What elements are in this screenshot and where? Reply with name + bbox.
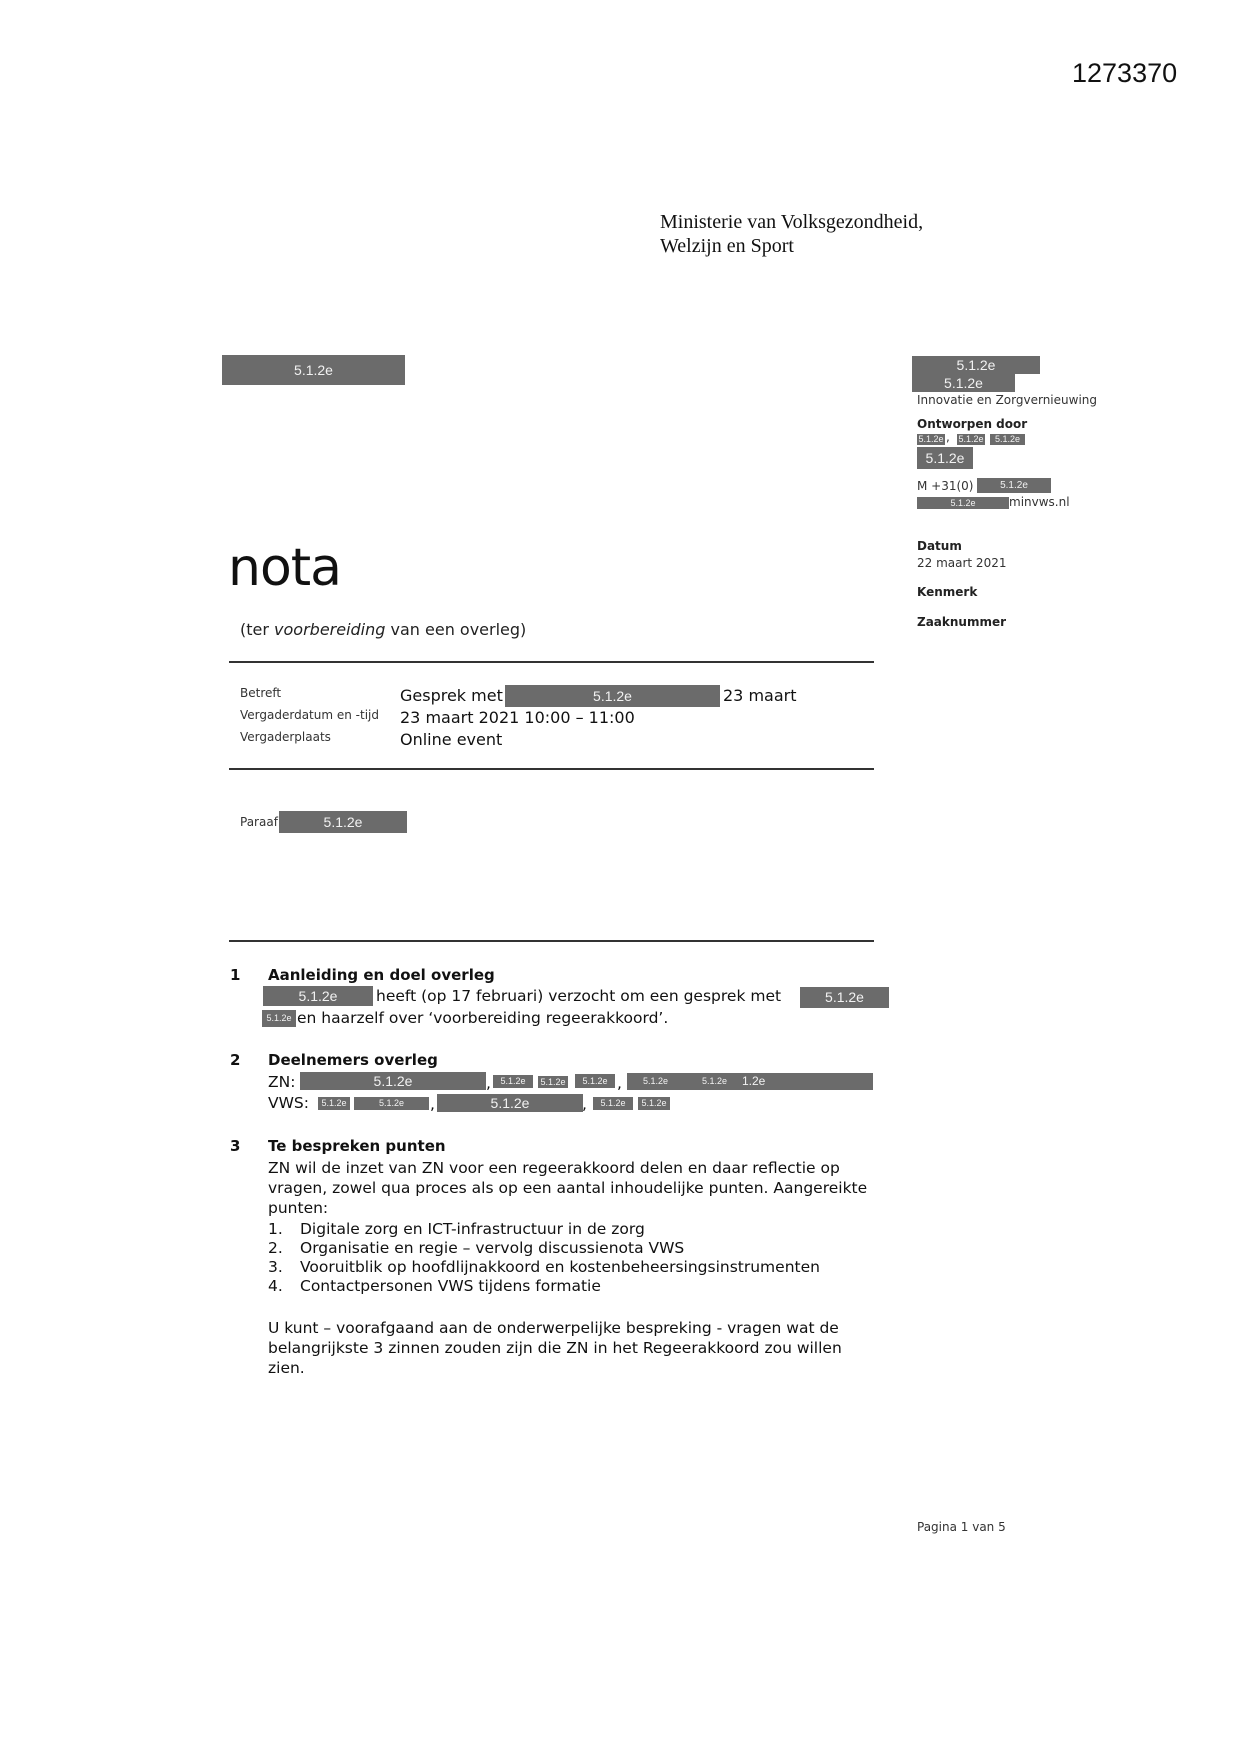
- meta-datetime-value: 23 maart 2021 10:00 – 11:00: [400, 708, 635, 727]
- section-3-outro: [268, 1318, 842, 1378]
- section-1-line1: heeft (op 17 februari) verzocht om een gesprek met: [376, 987, 782, 1005]
- page-number: Pagina 1 van 5: [917, 1520, 1006, 1534]
- section-2-zn-label: ZN:: [268, 1073, 296, 1091]
- meta-subject-label: Betreft: [240, 686, 282, 700]
- redacted-sidebar-2: 5.1.2e: [912, 374, 1015, 392]
- vws-comma-1: ,: [430, 1095, 435, 1113]
- list-item-text: Contactpersonen VWS tijdens formatie: [300, 1277, 601, 1295]
- redacted-zn-3: 5.1.2e: [538, 1076, 568, 1088]
- sidebar-date-label: Datum: [917, 539, 962, 553]
- zn-comma-1: ,: [486, 1074, 491, 1092]
- sidebar-case-label: Zaaknummer: [917, 615, 1007, 629]
- sidebar-email-suffix: minvws.nl: [1009, 495, 1070, 509]
- section-3-outro-line: zien.: [268, 1359, 305, 1377]
- list-item: [268, 1220, 820, 1239]
- rule-middle: [229, 768, 874, 770]
- redacted-addressee: 5.1.2e: [222, 355, 405, 385]
- redacted-vws-2: 5.1.2e: [354, 1097, 429, 1110]
- list-item-text: Organisatie en regie – vervolg discussienota VWS: [300, 1239, 685, 1257]
- section-3-intro-line: punten:: [268, 1199, 329, 1217]
- meta-place-value: Online event: [400, 730, 503, 749]
- redacted-vws-3: 5.1.2e: [437, 1094, 583, 1112]
- redacted-phone: 5.1.2e: [977, 478, 1051, 493]
- section-3-outro-line: belangrijkste 3 zinnen zouden zijn die ZN in het Regeerakkoord zou willen: [268, 1339, 842, 1357]
- zn-comma-2: ,: [617, 1074, 622, 1092]
- vws-comma-2: ,: [582, 1095, 587, 1113]
- list-item-number: 3.: [268, 1258, 283, 1276]
- list-item-number: 2.: [268, 1239, 283, 1257]
- redacted-paraaf: 5.1.2e: [279, 811, 407, 833]
- list-item: [268, 1258, 820, 1277]
- section-3-list: [268, 1220, 820, 1296]
- redacted-email: 5.1.2e: [917, 497, 1009, 509]
- section-3-number: 3: [230, 1137, 241, 1155]
- section-1-heading: Aanleiding en doel overleg: [268, 966, 495, 984]
- redacted-designer-3: 5.1.2e: [990, 434, 1025, 445]
- meta-place-label: Vergaderplaats: [240, 730, 331, 744]
- sidebar-designed-by-label: Ontworpen door: [917, 417, 1028, 431]
- sidebar-department: Innovatie en Zorgvernieuwing: [917, 393, 1097, 407]
- ministry-name-line2: Welzijn en Sport: [660, 235, 794, 257]
- redacted-vws-4: 5.1.2e: [593, 1097, 633, 1110]
- redacted-requester: 5.1.2e: [263, 986, 373, 1006]
- rule-top: [229, 661, 874, 663]
- list-item-text: Digitale zorg en ICT-infrastructuur in de zorg: [300, 1220, 645, 1238]
- redacted-zn-5-code-a: 5.1.2e: [643, 1076, 669, 1086]
- section-3-heading: Te bespreken punten: [268, 1137, 446, 1155]
- section-3-intro-line: ZN wil de inzet van ZN voor een regeerakkoord delen en daar reflectie op: [268, 1159, 840, 1177]
- sidebar-reference-label: Kenmerk: [917, 585, 978, 599]
- section-1-number: 1: [230, 966, 241, 984]
- redacted-vws-1: 5.1.2e: [318, 1097, 350, 1110]
- list-item-text: Vooruitblik op hoofdlijnakkoord en kostenbeheersingsinstrumenten: [300, 1258, 820, 1276]
- redacted-zn-1: 5.1.2e: [300, 1072, 486, 1090]
- subtitle-emphasis: voorbereiding: [274, 620, 386, 639]
- meta-subject-pre: Gesprek met: [400, 686, 503, 705]
- redacted-designer-2: 5.1.2e: [958, 434, 984, 444]
- list-item-number: 4.: [268, 1277, 283, 1295]
- redacted-zn-5: [627, 1073, 873, 1090]
- ministry-name: [660, 210, 923, 258]
- section-2-vws-label: VWS:: [268, 1094, 309, 1112]
- list-item-number: 1.: [268, 1220, 283, 1238]
- section-3-outro-line: U kunt – voorafgaand aan de onderwerpelijke bespreking - vragen wat de: [268, 1319, 839, 1337]
- ministry-name-line1: Ministerie van Volksgezondheid,: [660, 211, 924, 233]
- rule-bottom: [229, 940, 874, 942]
- sidebar-comma: ,: [946, 430, 950, 444]
- redacted-person-2: 5.1.2e: [262, 1010, 296, 1027]
- document-subtitle: [240, 620, 526, 639]
- redacted-zn-2: 5.1.2e: [493, 1075, 533, 1088]
- document-title: nota: [228, 538, 342, 598]
- sidebar-phone-prefix: M +31(0): [917, 479, 974, 493]
- list-item: [268, 1277, 820, 1296]
- redacted-subject: 5.1.2e: [505, 685, 720, 707]
- section-2-heading: Deelnemers overleg: [268, 1051, 438, 1069]
- sidebar-date-value: 22 maart 2021: [917, 556, 1007, 570]
- meta-datetime-label: Vergaderdatum en -tijd: [240, 708, 379, 722]
- redacted-designer-name: 5.1.2e: [917, 447, 973, 469]
- paraaf-label: Paraaf: [240, 815, 278, 829]
- subtitle-pre: (ter: [240, 620, 275, 639]
- list-item: [268, 1239, 820, 1258]
- redacted-zn-5-code-b: 5.1.2e: [702, 1076, 728, 1086]
- document-number: 1273370: [1072, 58, 1178, 88]
- redacted-vws-5: 5.1.2e: [638, 1097, 670, 1110]
- section-3-intro-line: vragen, zowel qua proces als op een aantal inhoudelijke punten. Aangereikte: [268, 1179, 868, 1197]
- section-1-line2: en haarzelf over ‘voorbereiding regeerakkoord’.: [297, 1009, 669, 1027]
- redacted-zn-4: 5.1.2e: [575, 1074, 615, 1088]
- redacted-sidebar-1: 5.1.2e: [912, 356, 1040, 374]
- subtitle-post: van een overleg): [385, 620, 527, 639]
- section-2-number: 2: [230, 1051, 241, 1069]
- meta-subject-post: 23 maart: [723, 686, 797, 705]
- section-3-intro: [268, 1158, 867, 1218]
- redacted-designer-1: 5.1.2e: [918, 434, 944, 444]
- redacted-requested-person: 5.1.2e: [800, 987, 889, 1008]
- redacted-zn-5-partial: 1.2e: [742, 1074, 766, 1088]
